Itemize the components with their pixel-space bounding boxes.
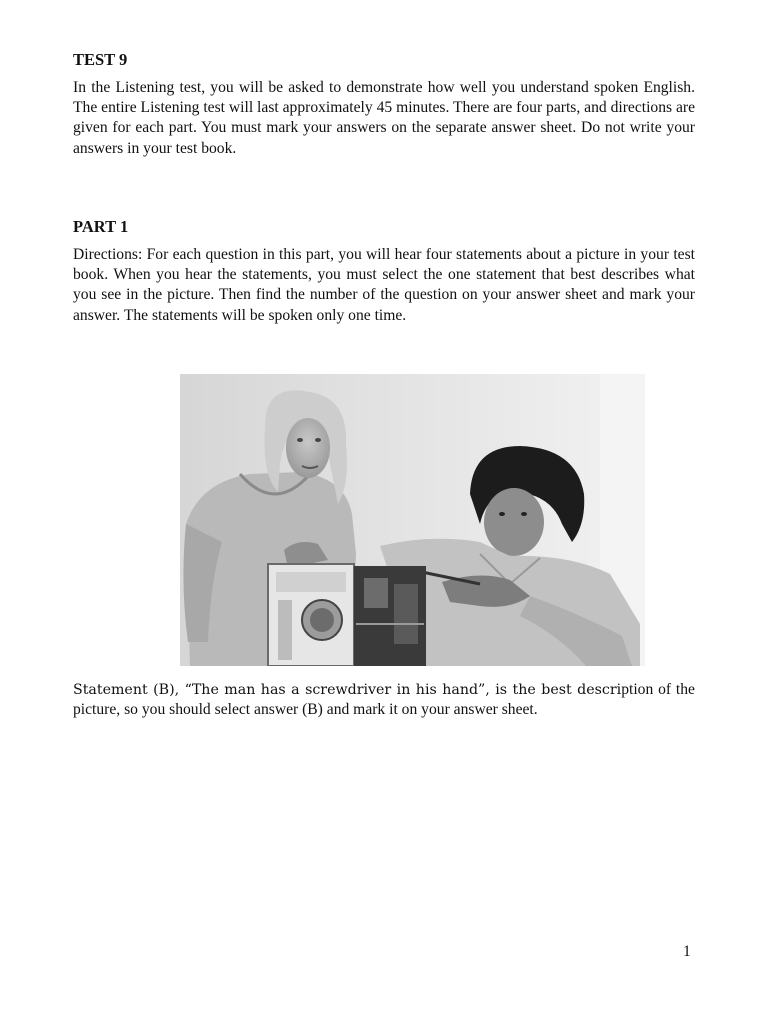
example-photo [180,374,645,666]
statement-rest-text: ption of the picture, so you should select answer (B) and mark it on your answer sheet. [73,681,695,719]
page-number: 1 [683,943,691,960]
statement-paragraph [73,680,695,720]
intro-paragraph: In the Listening test, you will be asked to demonstrate how well you understand spoken English. The entire Listening test will last approximately 45 minutes. There are four parts, and directions are given for each part. You must mark your answers on the separate answer sheet. Do not write your answers in your test book. [73,79,695,157]
statement-lead-text: Statement (B), “The man has a screwdriver in his hand”, is the best descri [73,682,622,698]
part-title: PART 1 [73,217,129,236]
test-title: TEST 9 [73,50,128,69]
directions-paragraph: Directions: For each question in this part, you will hear four statements about a picture in your test book. When you hear the statements, you must select the one statement that best describes what you see in the picture. Then find the number of the question on your answer sheet and mark your answer. The statements will be spoken only one time. [73,246,695,324]
